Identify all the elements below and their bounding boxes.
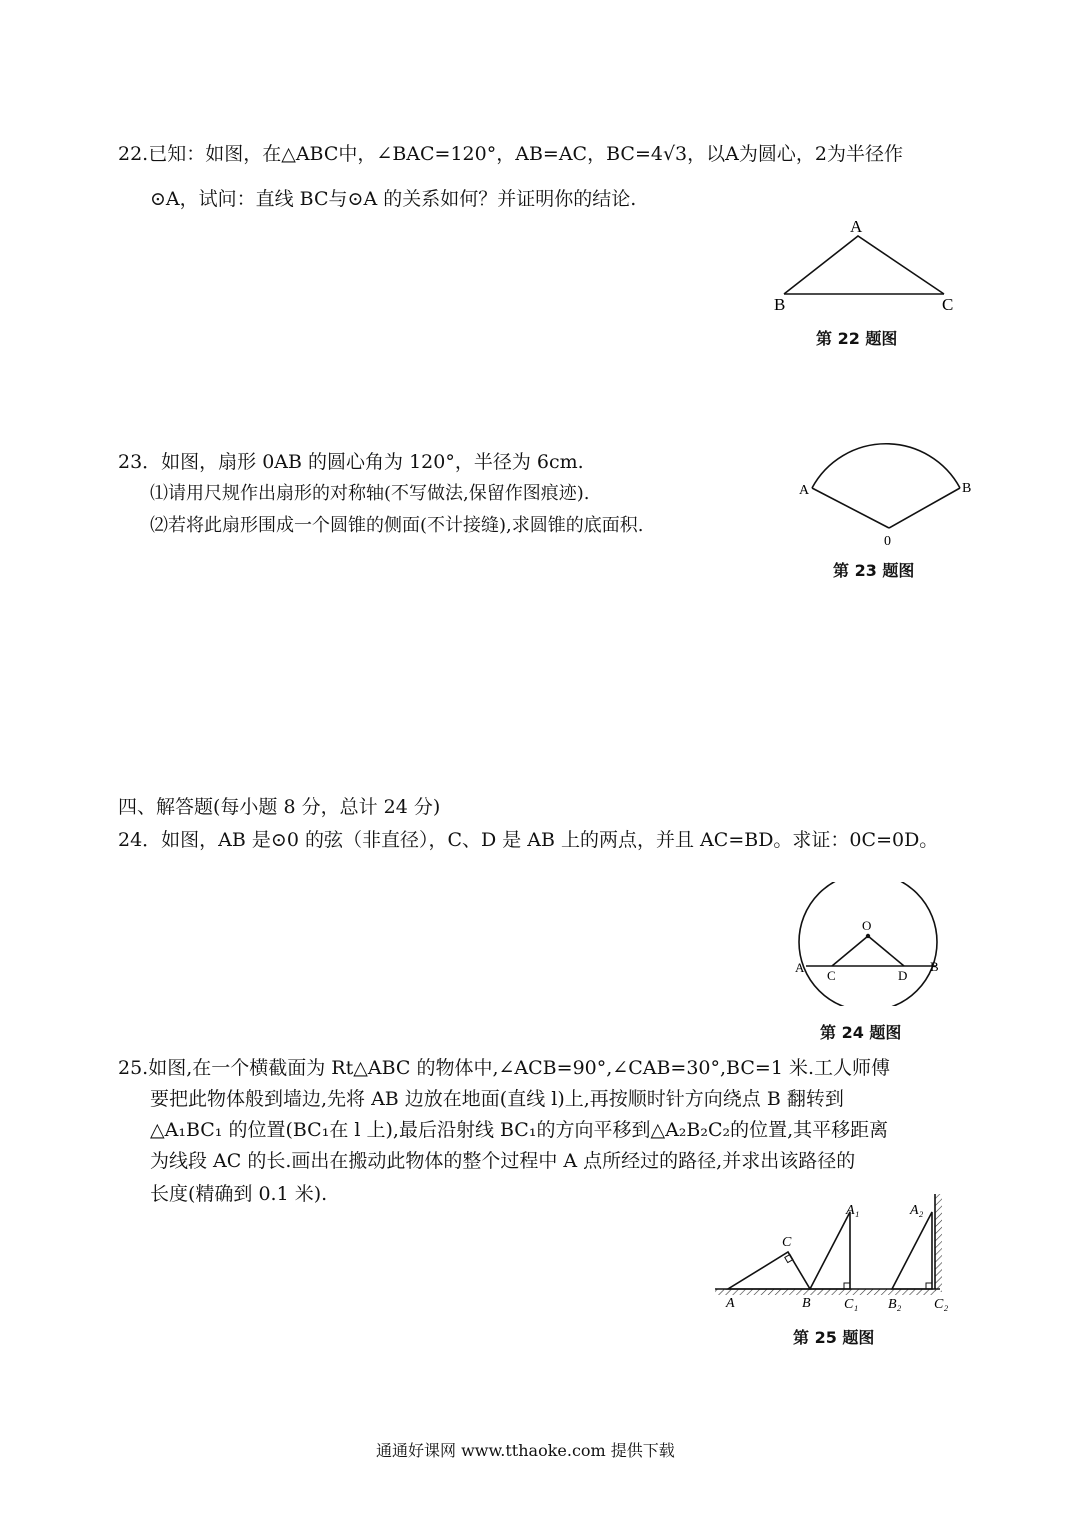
q22-caption: 第 22 题图	[816, 329, 898, 348]
q25-caption: 第 25 题图	[793, 1328, 875, 1347]
q24-label-b: B	[930, 959, 939, 974]
q23-label-a: A	[799, 483, 810, 498]
q25-label-a1: A₁	[846, 1203, 860, 1218]
q24-label-o: O	[862, 918, 872, 933]
q22-line-2: ⊙A，试问：直线 BC与⊙A 的关系如何？并证明你的结论.	[150, 188, 637, 210]
q22-label-b: B	[774, 295, 786, 314]
q24-label-d: D	[898, 968, 908, 983]
q25-label-c: C	[782, 1235, 792, 1250]
q24-caption: 第 24 题图	[820, 1023, 902, 1042]
q25-label-b2: B₂	[888, 1297, 902, 1312]
q22-label-a: A	[850, 217, 863, 236]
section-4-heading: 四、解答题(每小题 8 分，总计 24 分)	[118, 796, 441, 818]
q23-line-3: ⑵若将此扇形围成一个圆锥的侧面(不计接缝),求圆锥的底面积.	[150, 515, 644, 536]
q22-line-1: 22.已知：如图，在△ABC中，∠BAC=120°，AB=AC，BC=4√3，以A为圆心，2为半径作	[118, 143, 903, 165]
q25-line-3: △A₁BC₁ 的位置(BC₁在 l 上),最后沿射线 BC₁的方向平移到△A₂B₂C₂的位置,其平移距离	[150, 1119, 889, 1141]
q22-label-c: C	[942, 295, 954, 314]
page-footer: 通通好课网 www.tthaoke.com 提供下载	[376, 1441, 675, 1460]
q22-figure-triangle	[768, 212, 968, 324]
q25-line-5: 长度(精确到 0.1 米).	[150, 1183, 328, 1205]
q25-label-a2: A₂	[910, 1203, 924, 1218]
q25-label-c1: C₁	[844, 1297, 859, 1312]
q23-label-b: B	[962, 481, 972, 496]
q23-line-1: 23．如图，扇形 0AB 的圆心角为 120°，半径为 6cm.	[118, 451, 584, 473]
q23-label-o: 0	[884, 534, 891, 549]
q25-line-1: 25.如图,在一个横截面为 Rt△ABC 的物体中,∠ACB=90°,∠CAB=30°,BC=1 米.工人师傅	[118, 1057, 890, 1079]
q24-label-c: C	[827, 968, 836, 983]
q23-line-2: ⑴请用尺规作出扇形的对称轴(不写做法,保留作图痕迹).	[150, 483, 590, 504]
q24-line-1: 24．如图，AB 是⊙0 的弦（非直径），C、D 是 AB 上的两点，并且 AC=BD。求证：0C=0D。	[118, 829, 939, 851]
q24-label-a: A	[795, 960, 805, 975]
q25-figure-rotation	[710, 1190, 965, 1320]
q23-caption: 第 23 题图	[833, 561, 915, 580]
q24-figure-circle	[788, 882, 948, 1006]
q23-figure-sector	[795, 432, 985, 552]
q25-label-b: B	[802, 1296, 811, 1311]
q25-line-2: 要把此物体般到墙边,先将 AB 边放在地面(直线 l)上,再按顺时针方向绕点 B 翻转到	[150, 1088, 844, 1110]
q25-label-c2: C₂	[934, 1297, 949, 1312]
q25-line-4: 为线段 AC 的长.画出在搬动此物体的整个过程中 A 点所经过的路径,并求出该路径的	[150, 1150, 856, 1172]
q25-label-a: A	[726, 1296, 735, 1311]
